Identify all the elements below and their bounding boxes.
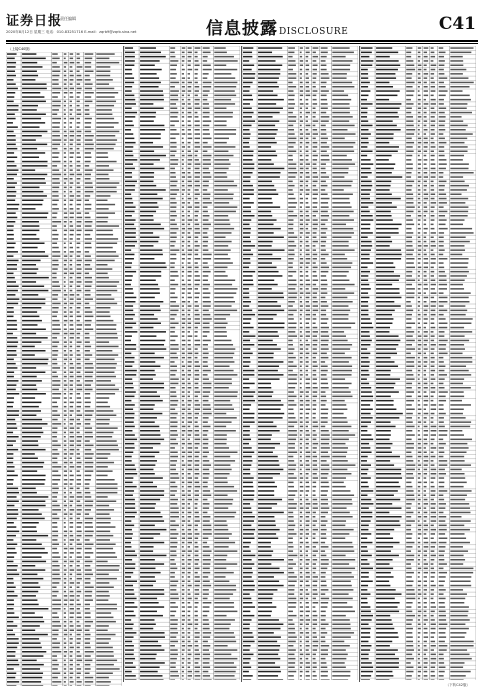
newspaper-logo: 证券日报 — [6, 14, 63, 29]
continued-from-note: （上接C40版） — [8, 47, 33, 51]
page-number: C41 — [438, 14, 476, 34]
masthead-rule — [6, 40, 478, 42]
table-column-4 — [360, 46, 476, 682]
issue-info-line: 2020年8月12日 星期三 电话：010-83251716 E-mail：zqrb9@zqrb.sina.net — [6, 30, 137, 34]
fine-print-table — [124, 46, 240, 680]
section-title — [206, 14, 348, 39]
table-column-3 — [242, 46, 358, 682]
fine-print-table — [242, 46, 358, 680]
section-title-chinese: 信息披露 — [206, 19, 278, 39]
section-title-english: DISCLOSURE — [279, 27, 349, 37]
disclosure-table-area — [6, 46, 478, 692]
continued-on-note: （下转C42版） — [445, 683, 470, 687]
table-column-1 — [6, 52, 122, 688]
masthead-rule-thin — [6, 43, 478, 44]
edition-label: 责任编辑 — [60, 16, 76, 21]
fine-print-table — [360, 46, 476, 680]
table-column-2 — [124, 46, 240, 682]
fine-print-table — [6, 52, 122, 686]
